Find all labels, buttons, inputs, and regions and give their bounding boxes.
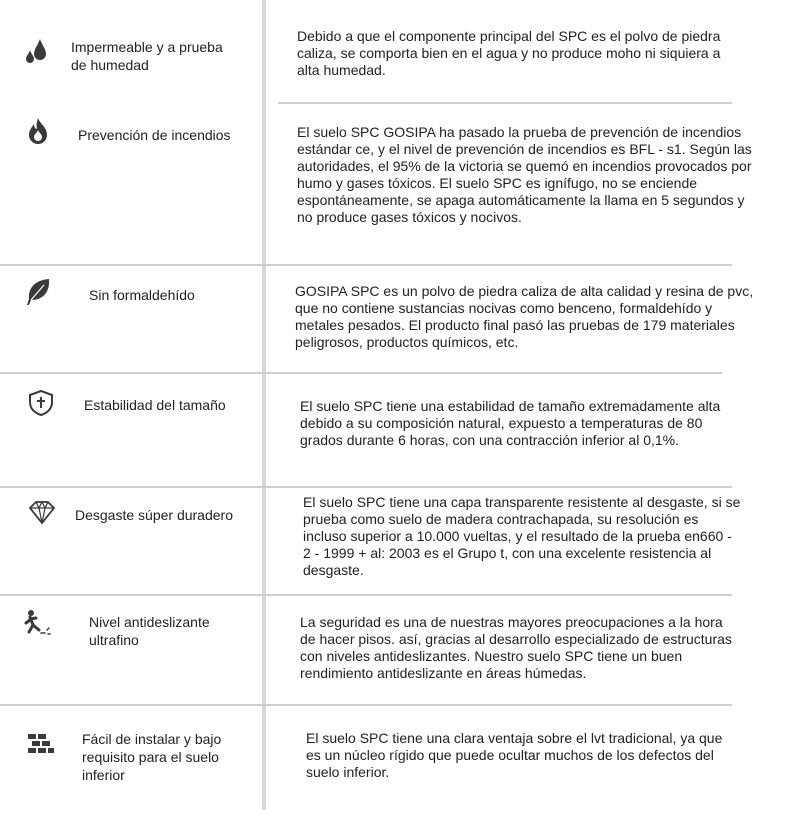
feature-title-size-stability: Estabilidad del tamaño: [84, 397, 226, 413]
row-divider: [0, 594, 732, 596]
feature-title-fire-prevention: Prevención de incendios: [78, 127, 231, 143]
diamond-icon: [27, 498, 57, 528]
slipping-person-icon: [23, 608, 53, 638]
bricks-icon: [26, 728, 56, 758]
water-drops-icon: [22, 36, 52, 66]
column-divider: [262, 0, 266, 810]
feature-description-easy-install: El suelo SPC tiene una clara ventaja sobre el lvt tradicional, ya que es un núcleo rígido que puede ocultar muchos de los defectos del suelo inferior.: [306, 730, 723, 780]
feature-description-anti-slip: La seguridad es una de nuestras mayores preocupaciones a la hora de hacer pisos. así, gracias al desarrollo especializado de estructuras con niveles antideslizantes. Nuestro suelo SPC tiene un buen rendimiento antideslizante en áreas húmedas.: [300, 614, 732, 681]
feature-description-wear-resistance: El suelo SPC tiene una capa transparente resistente al desgaste, si se prueba como suelo de madera contrachapada, su resolución es incluso superior a 10.000 vueltas, y el resultado de la prueba en660 - 2 - 1999 + al: 2003 es el Grupo t, con una excelente resistencia al desgaste.: [303, 494, 741, 578]
fire-icon: [23, 116, 53, 146]
feature-description-fire-prevention: El suelo SPC GOSIPA ha pasado la prueba de prevención de incendios estándar ce, y el nivel de prevención de incendios es BFL - s1. Según las autoridades, el 95% de la victoria se quemó en incendios provocados por humo y gases tóxicos. El suelo SPC es ignífugo, no se enciende espontáneamente, se apaga automáticamente la llama en 5 segundos y no produce gases tóxicos y nocivos.: [297, 124, 752, 225]
feature-title-wear-resistance: Desgaste súper duradero: [75, 507, 233, 523]
feature-title-easy-install: Fácil de instalar y bajo requisito para el suelo inferior: [82, 731, 222, 783]
feature-description-size-stability: El suelo SPC tiene una estabilidad de tamaño extremadamente alta debido a su composición natural, expuesto a temperaturas de 80 grados durante 6 horas, con una contracción inferior al 0,1%.: [300, 398, 721, 448]
feature-title-anti-slip: Nivel antideslizante ultrafino: [89, 614, 210, 648]
row-divider: [0, 372, 722, 374]
feature-description-formaldehyde-free: GOSIPA SPC es un polvo de piedra caliza de alta calidad y resina de pvc, que no contiene sustancias nocivas como benceno, formaldehído y metales pesados. El producto final pasó las pruebas de 179 materiales peligrosos, productos químicos, etc.: [295, 283, 754, 350]
row-divider: [0, 264, 732, 266]
feature-title-waterproof: Impermeable y a prueba de humedad: [71, 39, 223, 73]
shield-cross-icon: [26, 388, 56, 418]
row-divider: [0, 704, 732, 706]
feature-title-formaldehyde-free: Sin formaldehído: [89, 287, 195, 303]
row-divider: [0, 486, 732, 488]
row-divider: [278, 102, 732, 104]
feature-description-waterproof: Debido a que el componente principal del SPC es el polvo de piedra caliza, se comporta bien en el agua y no produce moho ni siquiera a alta humedad.: [297, 28, 721, 78]
leaf-icon: [24, 277, 54, 307]
